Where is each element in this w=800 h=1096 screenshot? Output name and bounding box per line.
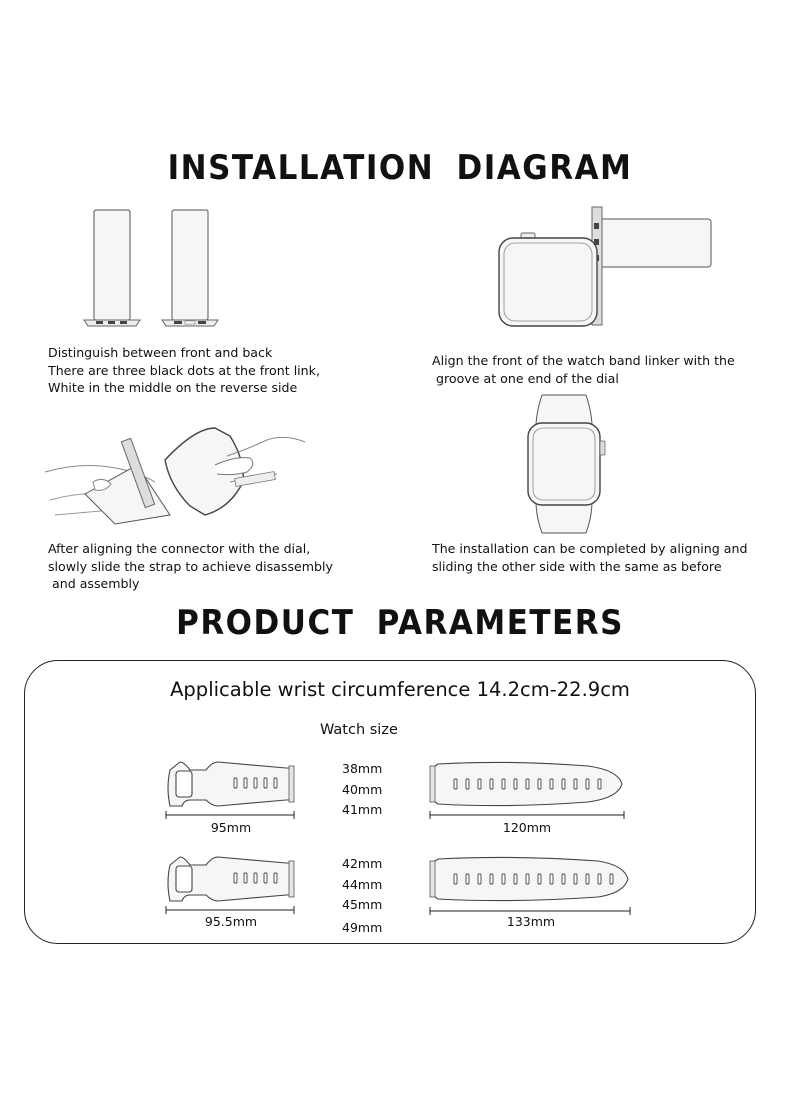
- caption-line: White in the middle on the reverse side: [48, 380, 298, 395]
- short-strap-small: [162, 758, 302, 818]
- wrist-circumference: Applicable wrist circumference 14.2cm-22.9cm: [170, 678, 630, 701]
- step-2-caption: [432, 352, 735, 387]
- parameters-panel: [24, 660, 756, 944]
- size-38: 38mm: [342, 761, 383, 776]
- short-length-small: 95mm: [210, 820, 252, 835]
- caption-line: sliding the other side with the same as before: [432, 558, 722, 574]
- caption-line: Distinguish between front and back: [48, 345, 273, 360]
- short-strap-large: [162, 853, 302, 915]
- strap-front-back-illustration: [80, 208, 240, 333]
- caption-line: and assembly: [48, 576, 140, 591]
- caption-line: Align the front of the watch band linker with the: [432, 353, 735, 368]
- caption-line: groove at one end of the dial: [432, 370, 619, 386]
- hands-slide-illustration: [45, 420, 345, 535]
- watch-complete-illustration: [520, 393, 620, 538]
- long-length-large: 133mm: [506, 914, 556, 929]
- size-44: 44mm: [342, 877, 383, 892]
- watch-size-label: Watch size: [320, 722, 398, 738]
- size-45: 45mm: [342, 897, 383, 912]
- caption-line: The installation can be completed by aligning and: [432, 541, 748, 556]
- caption-line: After aligning the connector with the dial,: [48, 541, 311, 556]
- installation-title: INSTALLATION DIAGRAM: [167, 148, 633, 188]
- caption-line: There are three black dots at the front link,: [48, 362, 320, 378]
- long-strap-large: [428, 853, 638, 915]
- long-length-small: 120mm: [502, 820, 552, 835]
- step-4-caption: [432, 540, 747, 575]
- size-41: 41mm: [342, 802, 383, 817]
- short-length-large: 95.5mm: [204, 914, 258, 929]
- size-49: 49mm: [342, 920, 383, 935]
- caption-line: slowly slide the strap to achieve disassembly: [48, 558, 333, 574]
- parameters-title: PRODUCT PARAMETERS: [176, 603, 624, 643]
- long-strap-small: [428, 758, 628, 818]
- step-3-caption: [48, 540, 333, 593]
- size-40: 40mm: [342, 782, 383, 797]
- step-1-caption: [48, 344, 320, 397]
- watch-align-illustration: [495, 203, 725, 333]
- size-42: 42mm: [342, 856, 383, 871]
